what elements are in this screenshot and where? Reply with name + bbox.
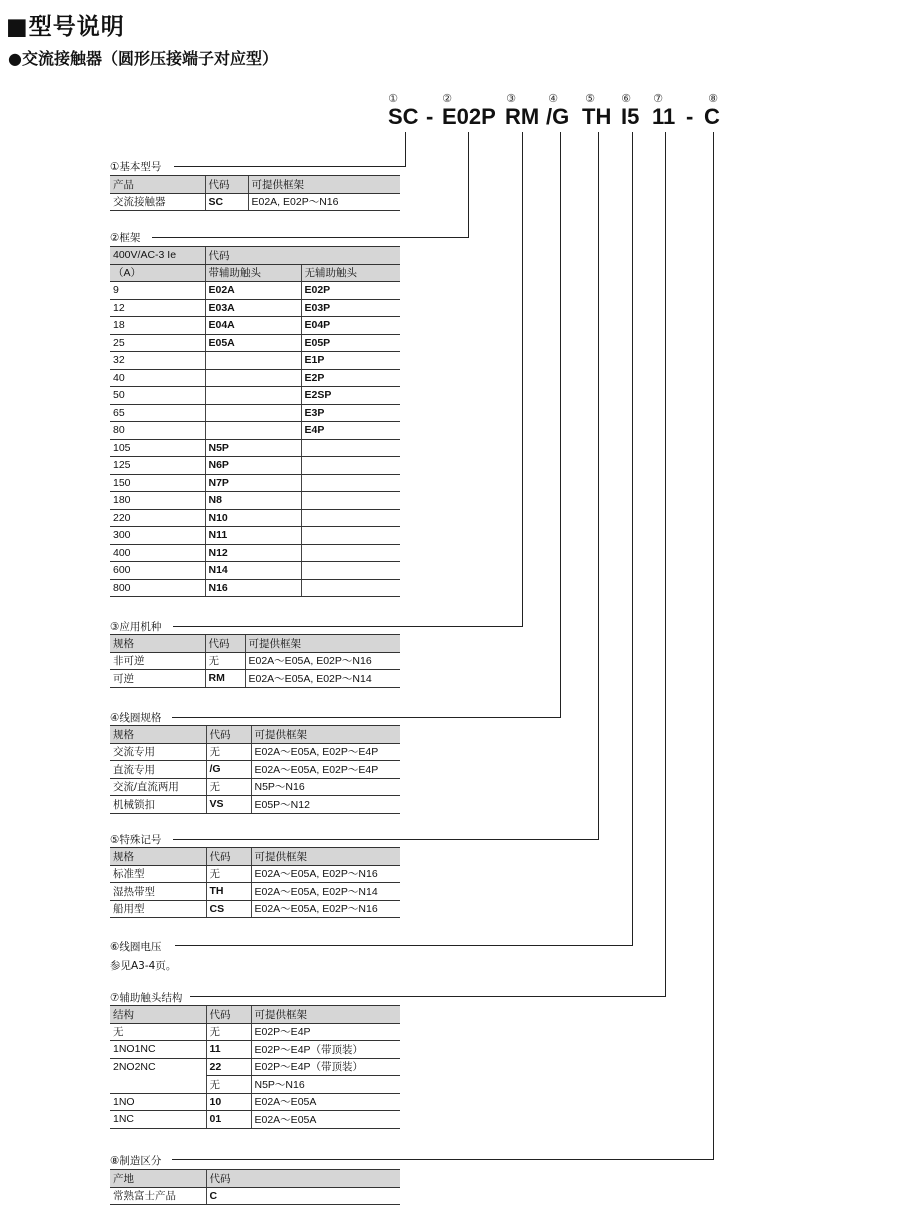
code-seg-c: C [704, 104, 720, 129]
cell-code-without-aux [301, 544, 400, 562]
cell-current: 40 [110, 369, 205, 387]
cell-current: 12 [110, 299, 205, 317]
cell: E02A～E05A, E02P～E4P [251, 761, 400, 779]
cell-code-without-aux [301, 457, 400, 475]
cell-code-with-aux [205, 387, 301, 405]
code-seg-sc: SC [388, 104, 419, 129]
table-row [110, 1187, 400, 1205]
table-row [110, 579, 400, 597]
cell: E02A～E05A, E02P～E4P [251, 743, 400, 761]
cell-code: VS [206, 796, 251, 814]
cell-current: 25 [110, 334, 205, 352]
table-header-row [110, 247, 400, 265]
code-number-8: ⑧ [708, 92, 718, 105]
table-row [110, 900, 400, 918]
cell-code-with-aux: E03A [205, 299, 301, 317]
cell: N5P～N16 [251, 1076, 400, 1094]
table-row [110, 778, 400, 796]
cell: 常熟富士产品 [110, 1187, 206, 1205]
cell-code-without-aux: E3P [301, 404, 400, 422]
table-row [110, 1023, 400, 1041]
cell-current: 18 [110, 317, 205, 335]
code-seg-voltage: I5 [621, 104, 640, 129]
table-row [110, 883, 400, 901]
table-row [110, 299, 400, 317]
page-title: ■型号说明 [6, 14, 125, 40]
cell-code-with-aux [205, 369, 301, 387]
leader-line-8-vertical [713, 132, 714, 1159]
header-cell: 代码 [206, 1006, 251, 1024]
aux-contact-table [110, 1005, 400, 1129]
cell-code-without-aux [301, 439, 400, 457]
cell: E02A～E05A, E02P～N16 [245, 652, 400, 670]
header-cell: 规格 [110, 635, 205, 653]
cell: 机械锁扣 [110, 796, 206, 814]
cell-code-without-aux: E03P [301, 299, 400, 317]
table-row [110, 334, 400, 352]
cell: 1NO [110, 1093, 206, 1111]
cell-code-without-aux [301, 579, 400, 597]
code-dash-1: - [426, 104, 434, 129]
cell [110, 1076, 206, 1094]
leader-line-7-horizontal [190, 996, 666, 997]
cell-code-without-aux [301, 492, 400, 510]
code-number-2: ② [442, 92, 452, 105]
cell-code: 无 [206, 778, 251, 796]
table-row [110, 1093, 400, 1111]
leader-line-7-vertical [665, 132, 666, 996]
table-header-row [110, 1170, 400, 1188]
header-cell: 无辅助触头 [301, 264, 400, 282]
cell: 湿热带型 [110, 883, 206, 901]
cell: E05P～N12 [251, 796, 400, 814]
cell-code-without-aux: E2SP [301, 387, 400, 405]
table-row [110, 796, 400, 814]
table-row [110, 404, 400, 422]
header-cell: 可提供框架 [251, 848, 400, 866]
cell-code-with-aux: E04A [205, 317, 301, 335]
leader-line-6-vertical [632, 132, 633, 945]
header-cell: 代码 [205, 176, 248, 194]
cell-current: 300 [110, 527, 205, 545]
header-cell: 产地 [110, 1170, 206, 1188]
cell-code: 无 [206, 1076, 251, 1094]
cell-code: /G [206, 761, 251, 779]
cell-code: 22 [206, 1058, 251, 1076]
leader-line-3-vertical [522, 132, 523, 626]
table-header-row [110, 176, 400, 194]
cell-current: 150 [110, 474, 205, 492]
code-number-3: ③ [506, 92, 516, 105]
leader-line-2-horizontal [152, 237, 469, 238]
cell: 交流/直流两用 [110, 778, 206, 796]
table-header-row [110, 1006, 400, 1024]
cell-code-without-aux [301, 509, 400, 527]
code-number-5: ⑤ [585, 92, 595, 105]
cell-code: 无 [206, 865, 251, 883]
header-cell: 代码 [206, 726, 251, 744]
cell: E02P～E4P [251, 1023, 400, 1041]
code-seg-aux: 11 [652, 104, 676, 129]
table-row [110, 865, 400, 883]
page-subtitle: ●交流接触器（圆形压接端子对应型） [8, 49, 278, 68]
header-cell: 产品 [110, 176, 205, 194]
code-dash-2: - [686, 104, 694, 129]
code-seg-frame: E02P [442, 104, 496, 129]
cell-code: SC [205, 193, 248, 211]
leader-line-5-horizontal [173, 839, 599, 840]
leader-line-1-horizontal [174, 166, 406, 167]
cell-code-without-aux: E05P [301, 334, 400, 352]
cell-code-without-aux: E1P [301, 352, 400, 370]
leader-line-4-horizontal [172, 717, 561, 718]
table-row [110, 1111, 400, 1129]
cell: E02A, E02P～N16 [248, 193, 400, 211]
cell-code-without-aux [301, 474, 400, 492]
leader-line-5-vertical [598, 132, 599, 839]
header-cell: 400V/AC-3 Ie [110, 247, 205, 265]
cell-code-with-aux [205, 404, 301, 422]
cell: 直流专用 [110, 761, 206, 779]
cell-current: 180 [110, 492, 205, 510]
cell-current: 400 [110, 544, 205, 562]
header-cell: 带辅助触头 [205, 264, 301, 282]
section-7-title: ⑦辅助触头结构 [110, 992, 183, 1004]
cell-code: 无 [206, 1023, 251, 1041]
cell: 2NO2NC [113, 1061, 156, 1073]
table-row [110, 422, 400, 440]
code-number-6: ⑥ [621, 92, 631, 105]
header-cell: 代码 [206, 1170, 400, 1188]
cell: E02P～E4P（带顶装） [251, 1041, 400, 1059]
cell-code-with-aux: N16 [205, 579, 301, 597]
cell-code-with-aux: N10 [205, 509, 301, 527]
table-row [110, 282, 400, 300]
cell-code-with-aux: N11 [205, 527, 301, 545]
section-4-title: ④线圈规格 [110, 712, 162, 724]
cell-code: CS [206, 900, 251, 918]
table-row [110, 544, 400, 562]
cell-current: 80 [110, 422, 205, 440]
cell-code-without-aux: E2P [301, 369, 400, 387]
cell-code-with-aux [205, 352, 301, 370]
cell: 交流专用 [110, 743, 206, 761]
section-5-title: ⑤特殊记号 [110, 834, 162, 846]
header-cell: 规格 [110, 726, 206, 744]
header-cell: 可提供框架 [251, 726, 400, 744]
table-row [110, 474, 400, 492]
table-row [110, 317, 400, 335]
application-table [110, 634, 400, 688]
cell: E02A～E05A [251, 1111, 400, 1129]
header-cell: 代码 [206, 848, 251, 866]
cell-code-with-aux: N5P [205, 439, 301, 457]
cell-current: 50 [110, 387, 205, 405]
header-cell: 可提供框架 [245, 635, 400, 653]
table-row [110, 193, 400, 211]
table-header-row [110, 726, 400, 744]
cell-code-with-aux: N6P [205, 457, 301, 475]
cell-current: 600 [110, 562, 205, 580]
table-row [110, 509, 400, 527]
basic-model-table [110, 175, 400, 211]
table-header-row [110, 848, 400, 866]
leader-line-2-vertical [468, 132, 469, 237]
code-seg-coil: /G [546, 104, 570, 129]
special-mark-table [110, 847, 400, 918]
cell-code-with-aux: N7P [205, 474, 301, 492]
cell-current: 65 [110, 404, 205, 422]
table-row [110, 670, 400, 688]
table-row [110, 1041, 400, 1059]
cell: 标准型 [110, 865, 206, 883]
leader-line-6-horizontal [175, 945, 633, 946]
table-row [110, 652, 400, 670]
header-cell: 代码 [205, 247, 400, 265]
section-3-title: ③应用机种 [110, 621, 162, 633]
header-cell: 结构 [110, 1006, 206, 1024]
cell: 可逆 [110, 670, 205, 688]
cell-code-with-aux [205, 422, 301, 440]
table-row [110, 439, 400, 457]
table-header-row [110, 635, 400, 653]
code-number-4: ④ [548, 92, 558, 105]
table-row [110, 492, 400, 510]
table-row [110, 527, 400, 545]
cell-code-with-aux: E02A [205, 282, 301, 300]
cell: 交流接触器 [110, 193, 205, 211]
table-row [110, 352, 400, 370]
header-cell: 规格 [110, 848, 206, 866]
code-number-1: ① [388, 92, 398, 105]
table-row [110, 743, 400, 761]
cell-current: 800 [110, 579, 205, 597]
coil-voltage-note: 参见A3-4页。 [110, 960, 177, 972]
cell-code: 01 [206, 1111, 251, 1129]
manufacture-table [110, 1169, 400, 1205]
cell: 非可逆 [110, 652, 205, 670]
cell-code: 10 [206, 1093, 251, 1111]
header-cell: 可提供框架 [248, 176, 400, 194]
leader-line-8-horizontal [172, 1159, 714, 1160]
cell: E02A～E05A [251, 1093, 400, 1111]
cell-code: TH [206, 883, 251, 901]
cell-code: C [206, 1187, 400, 1205]
section-2-title: ②框架 [110, 232, 141, 244]
table-header-row [110, 264, 400, 282]
cell-current: 125 [110, 457, 205, 475]
cell-code-without-aux: E04P [301, 317, 400, 335]
section-1-title: ①基本型号 [110, 161, 162, 173]
cell-current: 32 [110, 352, 205, 370]
code-seg-rm: RM [505, 104, 540, 129]
cell-code-without-aux: E02P [301, 282, 400, 300]
cell-code-without-aux [301, 527, 400, 545]
section-8-title: ⑧制造区分 [110, 1155, 162, 1167]
cell: E02A～E05A, E02P～N14 [245, 670, 400, 688]
cell-code: 无 [206, 743, 251, 761]
code-seg-th: TH [582, 104, 612, 129]
code-number-7: ⑦ [653, 92, 663, 105]
cell-code: 无 [205, 652, 245, 670]
cell: E02A～E05A, E02P～N16 [251, 900, 400, 918]
cell: E02A～E05A, E02P～N14 [251, 883, 400, 901]
leader-line-4-vertical [560, 132, 561, 717]
cell-code-without-aux [301, 562, 400, 580]
table-row [110, 387, 400, 405]
table-row [110, 562, 400, 580]
cell: E02A～E05A, E02P～N16 [251, 865, 400, 883]
table-row [110, 369, 400, 387]
cell-current: 105 [110, 439, 205, 457]
cell-code: RM [205, 670, 245, 688]
leader-line-1-vertical [405, 132, 406, 166]
header-cell: 可提供框架 [251, 1006, 400, 1024]
cell: N5P～N16 [251, 778, 400, 796]
table-row [110, 1058, 400, 1076]
cell-code-without-aux: E4P [301, 422, 400, 440]
leader-line-3-horizontal [173, 626, 523, 627]
cell-code-with-aux: N8 [205, 492, 301, 510]
frame-table [110, 246, 400, 597]
table-row [110, 1076, 400, 1094]
cell: 船用型 [110, 900, 206, 918]
cell-code-with-aux: N14 [205, 562, 301, 580]
cell-current: 9 [110, 282, 205, 300]
table-row [110, 761, 400, 779]
table-row [110, 457, 400, 475]
cell-code: 11 [206, 1041, 251, 1059]
cell-code-with-aux: N12 [205, 544, 301, 562]
cell-current: 220 [110, 509, 205, 527]
cell: 无 [110, 1023, 206, 1041]
header-cell: 代码 [205, 635, 245, 653]
cell: 1NC [110, 1111, 206, 1129]
cell: E02P～E4P（带顶装） [251, 1058, 400, 1076]
cell: 1NO1NC [110, 1041, 206, 1059]
section-6-title: ⑥线圈电压 [110, 941, 162, 953]
coil-spec-table [110, 725, 400, 814]
cell-code-with-aux: E05A [205, 334, 301, 352]
header-cell: （A） [110, 264, 205, 282]
